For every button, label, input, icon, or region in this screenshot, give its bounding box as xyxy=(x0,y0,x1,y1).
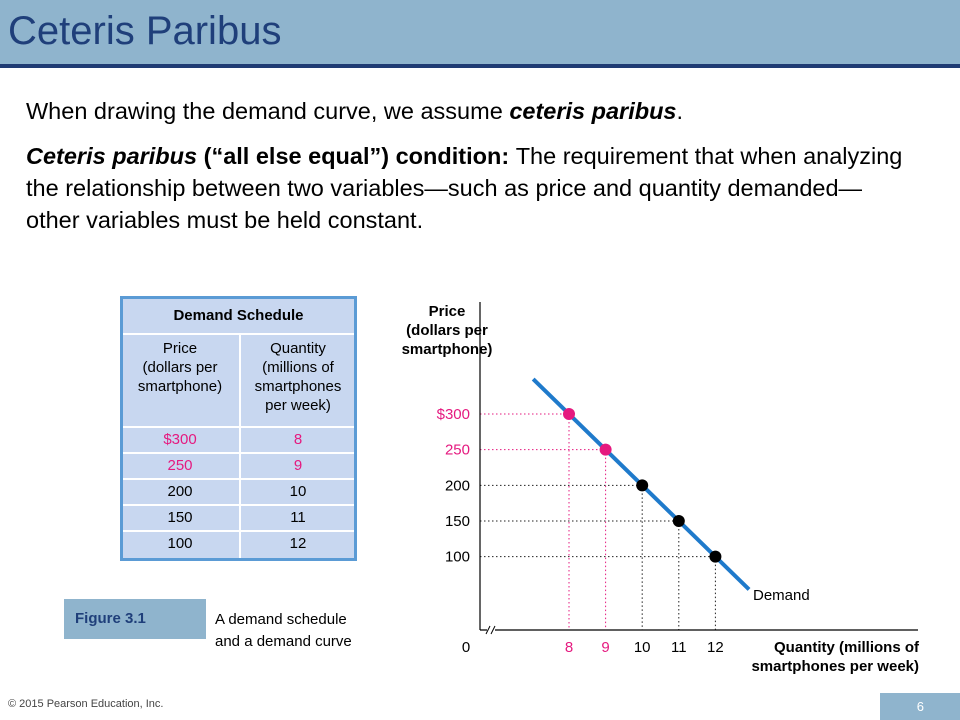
quantity-cell: 11 xyxy=(290,509,306,526)
definition-term: Ceteris paribus xyxy=(26,143,198,169)
price-cell: 250 xyxy=(167,457,193,474)
quantity-cell: 10 xyxy=(289,483,307,500)
origin-label: 0 xyxy=(461,639,471,656)
y-tick-label: 150 xyxy=(444,512,470,530)
copyright-footer: © 2015 Pearson Education, Inc. xyxy=(8,698,164,710)
p1-text: When drawing the demand curve, we assume xyxy=(26,98,510,124)
quantity-cell: 9 xyxy=(293,457,303,474)
page-number: 6 xyxy=(880,693,960,720)
demand-point xyxy=(673,515,685,527)
p1-end: . xyxy=(676,98,684,124)
y-tick-label: 200 xyxy=(444,477,470,495)
definition-text: The requirement that when analyzing the relationship between two variables—such as price and quantity demanded—other variables must be held constant. xyxy=(26,143,903,233)
y-tick-label: 250 xyxy=(444,441,470,459)
x-axis-label: Quantity (millions of xyxy=(774,639,919,656)
demand-point xyxy=(563,408,575,420)
demand-point xyxy=(709,551,721,563)
definition-quote: (“all else equal”) condition: xyxy=(197,143,516,169)
header-line: per week) xyxy=(265,397,331,414)
figure-label: Figure 3.1 xyxy=(75,610,146,627)
caption-line: and a demand curve xyxy=(215,633,352,650)
x-tick-label: 11 xyxy=(671,639,687,656)
y-axis-label: smartphone) xyxy=(401,341,493,358)
price-cell: 150 xyxy=(167,509,193,526)
y-tick-label: 100 xyxy=(444,548,470,566)
caption-line: A demand schedule xyxy=(215,611,347,628)
schedule-title: Demand Schedule xyxy=(123,299,354,335)
x-axis-label: smartphones per week) xyxy=(751,658,919,675)
y-axis-label: Price xyxy=(428,303,466,320)
header-line: Quantity xyxy=(270,340,326,357)
x-tick-label: 10 xyxy=(633,639,651,656)
x-tick-label: 8 xyxy=(564,639,574,656)
demand-point xyxy=(636,479,648,491)
header-line: (millions of xyxy=(262,359,334,376)
header-line: (dollars per xyxy=(142,359,218,376)
figure-caption xyxy=(215,609,415,653)
price-cell: 200 xyxy=(167,483,193,500)
slide-title: Ceteris Paribus xyxy=(8,9,282,53)
price-cell: $300 xyxy=(163,431,197,448)
x-tick-label: 12 xyxy=(707,639,724,656)
demand-point xyxy=(600,444,612,456)
p1-emphasis: ceteris paribus xyxy=(509,98,677,124)
quantity-cell: 8 xyxy=(293,431,303,448)
header-line: smartphones xyxy=(254,378,342,395)
y-axis-label: (dollars per xyxy=(406,322,488,339)
figure-label-box xyxy=(64,599,206,639)
y-tick-label: $300 xyxy=(436,406,470,423)
header-line: Price xyxy=(162,340,198,357)
header-line: smartphone) xyxy=(137,378,223,395)
price-cell: 100 xyxy=(167,535,193,552)
quantity-cell: 12 xyxy=(289,535,307,552)
series-label-demand: Demand xyxy=(753,587,810,604)
x-tick-label: 9 xyxy=(601,639,610,656)
